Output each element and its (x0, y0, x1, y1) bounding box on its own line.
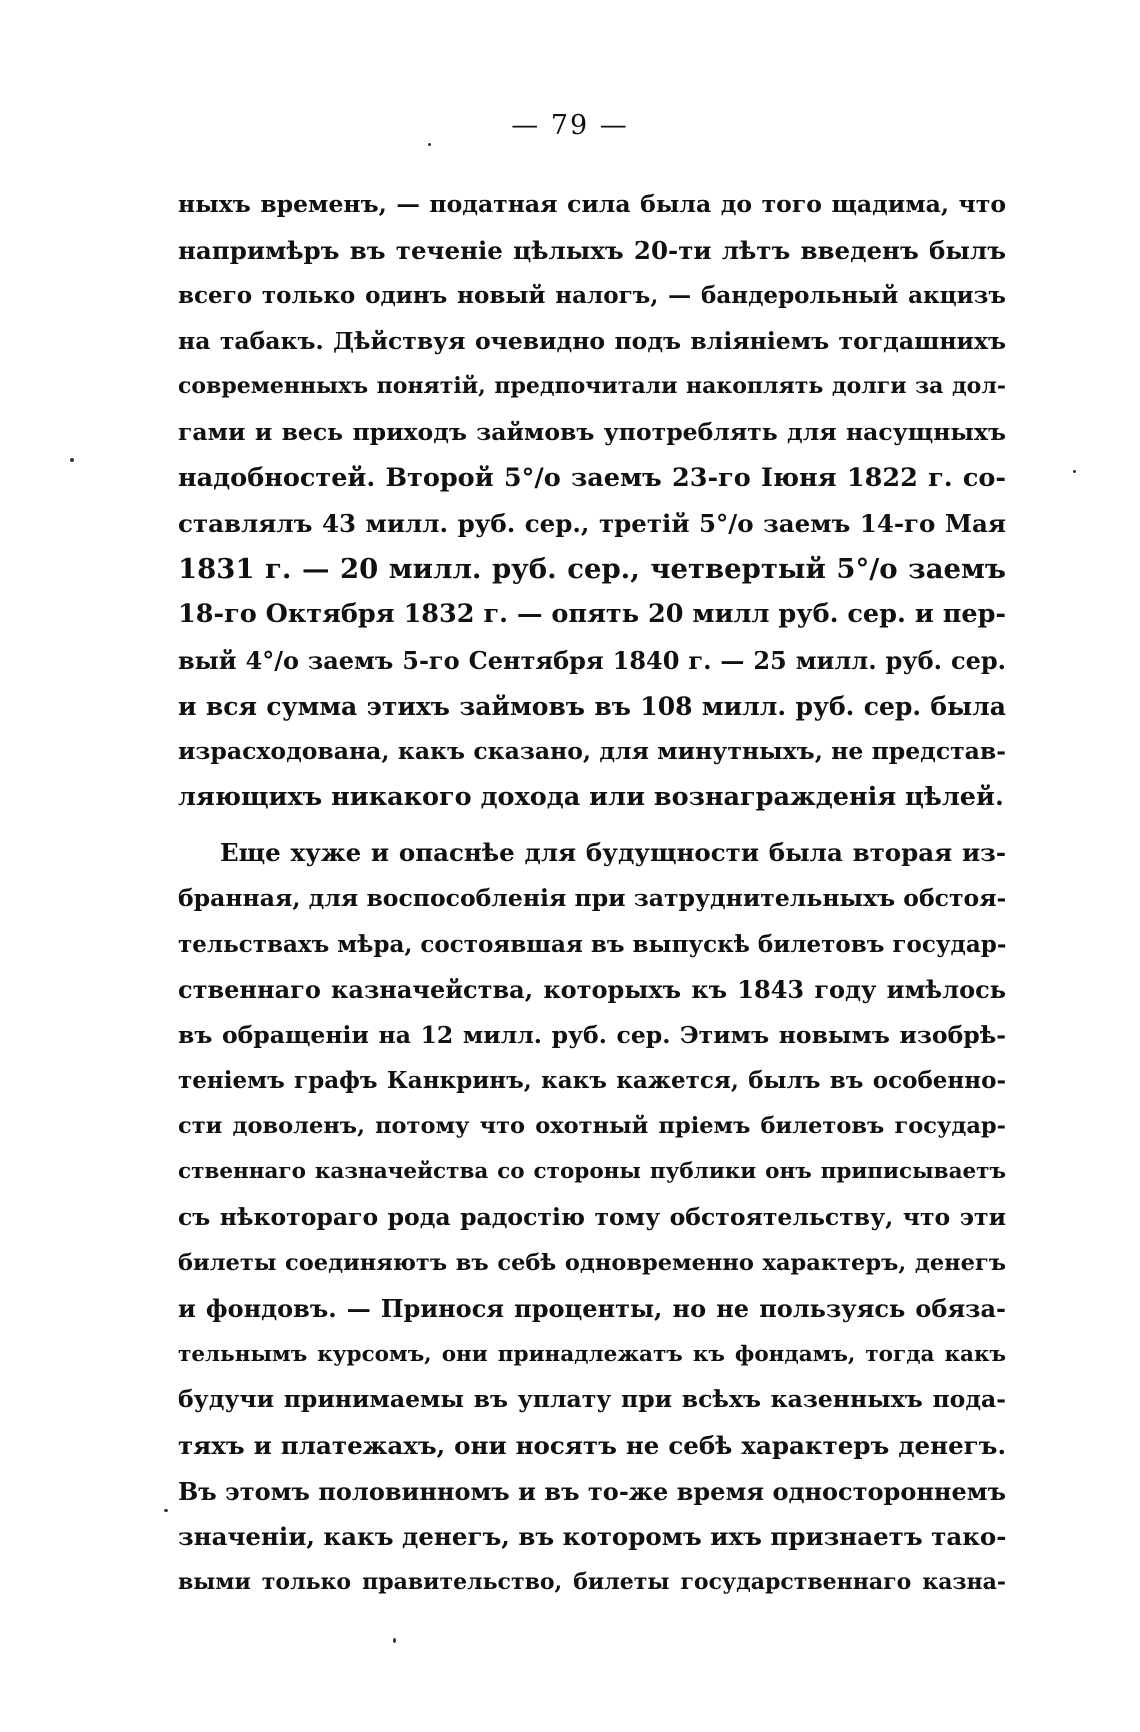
body-text (178, 182, 1006, 1605)
text-line: вый 4°/о заемъ 5-го Сентября 1840 г. — 25 милл. руб. сер. (178, 645, 1006, 675)
text-line: сти доволенъ, потому что охотный пріемъ билетовъ государ- (178, 1112, 1006, 1139)
scan-speck (1073, 470, 1076, 473)
text-line: ныхъ временъ, — податная сила была до того щадима, что (178, 190, 1006, 218)
text-line: напримѣръ въ теченіе цѣлыхъ 20-ти лѣтъ введенъ былъ (178, 235, 1006, 265)
text-line: тельнымъ курсомъ, они принадлежатъ къ фондамъ, тогда какъ (178, 1341, 1006, 1367)
text-line: тельствахъ мѣра, состоявшая въ выпускѣ билетовъ государ- (178, 930, 1007, 958)
text-line: выми только правительство, билеты государственнаго казна- (178, 1568, 1006, 1595)
text-line: теніемъ графъ Канкринъ, какъ кажется, былъ въ особенно- (178, 1067, 1006, 1095)
text-line: значеніи, какъ денегъ, въ которомъ ихъ признаетъ тако- (178, 1522, 1007, 1552)
text-line: современныхъ понятій, предпочитали накоплять долги за дол- (178, 373, 1006, 400)
text-line: бранная, для воспособленія при затруднительныхъ обстоя- (178, 883, 1007, 912)
paragraph-1 (178, 182, 1006, 820)
paragraph-2 (178, 830, 1006, 1605)
text-line: и вся сумма этихъ займовъ въ 108 милл. руб. сер. была (178, 691, 1006, 721)
text-line: билеты соединяютъ въ себѣ одновременно характеръ, денегъ (178, 1249, 1006, 1276)
page-number: — 79 — (511, 110, 629, 141)
text-line: ляющихъ никакого дохода или вознагражденія цѣлей. (178, 781, 1004, 812)
text-line: и фондовъ. — Принося проценты, но не пользуясь обяза- (178, 1294, 1006, 1324)
text-line: всего только одинъ новый налогъ, — бандерольный акцизъ (178, 282, 1006, 310)
scan-speck (70, 458, 74, 462)
text-line: гами и весь приходъ займовъ употреблять для насущныхъ (178, 417, 1006, 446)
text-line: Еще хуже и опаснѣе для будущности была вторая из- (220, 838, 1006, 868)
scan-speck (164, 1509, 168, 1512)
text-line: ственнаго казначейства, которыхъ къ 1843 году имѣлось (178, 975, 1006, 1005)
text-line: надобностей. Второй 5°/о заемъ 23-го Іюня 1822 г. со- (178, 462, 1006, 493)
text-line: израсходована, какъ сказано, для минутныхъ, не представ- (178, 737, 1006, 766)
text-line: 18-го Октября 1832 г. — опять 20 милл руб. сер. и пер- (178, 599, 1006, 630)
text-line: ставлялъ 43 милл. руб. сер., третій 5°/о заемъ 14-го Мая (178, 509, 1006, 539)
text-line: въ обращеніи на 12 милл. руб. сер. Этимъ новымъ изобрѣ- (178, 1020, 1006, 1049)
scan-speck (428, 143, 431, 146)
text-line: на табакъ. Дѣйствуя очевидно подъ вліяніемъ тогдашнихъ (178, 326, 1006, 355)
text-line: съ нѣкотораго рода радостію тому обстоятельству, что эти (178, 1203, 1006, 1232)
text-line: Въ этомъ половинномъ и въ то-же время одностороннемъ (178, 1476, 1006, 1506)
scan-speck (393, 1638, 396, 1643)
text-line: ственнаго казначейства со стороны публики онъ приписываетъ (178, 1159, 1006, 1185)
text-line: будучи принимаемы въ уплату при всѣхъ казенныхъ пода- (178, 1385, 1006, 1414)
text-line: тяхъ и платежахъ, они носятъ не себѣ характеръ денегъ. (178, 1431, 1006, 1461)
text-line: 1831 г. — 20 милл. руб. сер., четвертый 5°/о заемъ (178, 552, 1006, 585)
